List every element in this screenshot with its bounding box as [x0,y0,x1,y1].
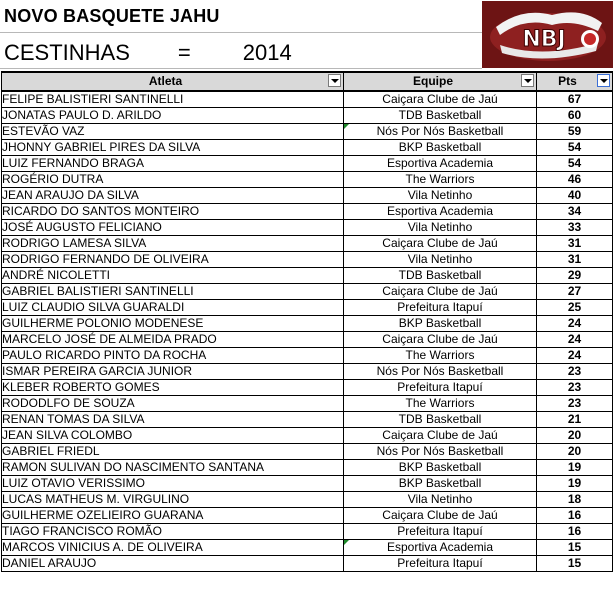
table-row [2,508,613,524]
cell-equipe[interactable] [344,236,537,252]
cell-equipe[interactable] [344,284,537,300]
cell-atleta-text: LUIZ CLAUDIO SILVA GUARALDI [2,300,185,314]
cell-equipe[interactable] [344,188,537,204]
cell-atleta-text: RODODLFO DE SOUZA [2,396,135,410]
cell-pts-text: 34 [567,204,582,218]
cell-atleta-text: RODRIGO FERNANDO DE OLIVEIRA [2,252,209,266]
cell-pts-text: 20 [567,444,582,458]
table-row [2,124,613,140]
cell-pts-text: 23 [567,364,582,378]
cell-atleta-text: RENAN TOMAS DA SILVA [2,412,145,426]
table-row [2,204,613,220]
cell-equipe-text: Prefeitura Itapuí [397,380,483,394]
table-row [2,348,613,364]
cell-pts[interactable] [537,444,613,460]
cell-atleta-text: JHONNY GABRIEL PIRES DA SILVA [2,140,201,154]
cell-equipe[interactable] [344,172,537,188]
filter-dropdown-icon[interactable] [597,74,610,87]
cell-atleta-text: GABRIEL FRIEDL [2,444,100,458]
cell-atleta[interactable] [2,140,344,156]
cell-pts-text: 31 [567,236,582,250]
comment-marker-icon[interactable] [344,124,349,129]
col-header-pts-label: Pts [558,74,577,88]
cell-equipe[interactable] [344,316,537,332]
cell-atleta[interactable] [2,316,344,332]
cell-equipe-text: TDB Basketball [398,412,482,426]
cell-equipe-text: The Warriors [405,396,475,410]
cell-pts[interactable] [537,124,613,140]
cell-pts[interactable] [537,284,613,300]
cell-equipe-text: Esportiva Academia [386,156,494,170]
cell-equipe[interactable] [344,108,537,124]
cell-pts[interactable] [537,476,613,492]
cell-atleta-text: JOSÉ AUGUSTO FELICIANO [2,220,162,234]
cell-equipe[interactable] [344,508,537,524]
cell-atleta-text: GABRIEL BALISTIERI SANTINELLI [2,284,194,298]
cell-equipe[interactable] [344,332,537,348]
header-row [2,72,613,91]
cell-atleta[interactable] [2,524,344,540]
cell-atleta[interactable] [2,492,344,508]
cell-pts[interactable] [537,156,613,172]
cell-equipe-text: BKP Basketball [398,460,482,474]
cell-pts-text: 16 [567,508,582,522]
table-row [2,284,613,300]
sheet-subtitle [4,40,292,66]
cell-atleta-text: RICARDO DO SANTOS MONTEIRO [2,204,200,218]
table-row [2,172,613,188]
cell-atleta[interactable] [2,204,344,220]
table-row [2,428,613,444]
cell-pts-text: 46 [567,172,582,186]
cell-pts[interactable] [537,91,613,108]
cell-equipe-text: BKP Basketball [398,140,482,154]
cell-equipe[interactable] [344,428,537,444]
cell-equipe-text: Vila Netinho [407,252,473,266]
cell-atleta[interactable] [2,124,344,140]
cell-atleta[interactable] [2,91,344,108]
cell-pts[interactable] [537,316,613,332]
cell-pts[interactable] [537,492,613,508]
cell-pts-text: 15 [567,540,582,554]
cell-equipe-text: Caiçara Clube de Jaú [382,428,498,442]
cell-atleta-text: TIAGO FRANCISCO ROMÃO [2,524,163,538]
cell-equipe[interactable] [344,252,537,268]
cell-equipe-text: BKP Basketball [398,316,482,330]
col-header-equipe [344,72,537,91]
cell-atleta[interactable] [2,156,344,172]
cell-equipe-text: TDB Basketball [398,108,482,122]
cell-equipe-text: Caiçara Clube de Jaú [382,284,498,298]
table-row [2,444,613,460]
cell-atleta[interactable] [2,428,344,444]
cell-pts[interactable] [537,348,613,364]
cell-pts-text: 15 [567,556,582,570]
scorers-table [1,71,613,572]
cell-equipe[interactable] [344,524,537,540]
cell-atleta-text: PAULO RICARDO PINTO DA ROCHA [2,348,207,362]
cell-pts[interactable] [537,540,613,556]
hline-mid [0,68,482,69]
cell-pts[interactable] [537,396,613,412]
cell-pts-text: 20 [567,428,582,442]
subtitle-year: 2014 [242,40,292,65]
cell-atleta-text: GUILHERME POLONIO MODENESE [2,316,204,330]
cell-pts[interactable] [537,140,613,156]
cell-pts[interactable] [537,300,613,316]
cell-pts-text: 24 [567,316,582,330]
cell-pts-text: 24 [567,332,582,346]
cell-atleta[interactable] [2,460,344,476]
table-row [2,300,613,316]
cell-atleta-text: JEAN ARAUJO DA SILVA [2,188,139,202]
cell-atleta[interactable] [2,508,344,524]
subtitle-equals: = [177,40,191,65]
cell-equipe-text: Nós Por Nós Basketball [376,124,504,138]
cell-equipe[interactable] [344,156,537,172]
cell-atleta[interactable] [2,476,344,492]
logo-lettering: NBJ [522,27,566,52]
cell-atleta-text: JONATAS PAULO D. ARILDO [2,108,162,122]
cell-pts-text: 24 [567,348,582,362]
cell-pts[interactable] [537,236,613,252]
table-row [2,380,613,396]
cell-equipe[interactable] [344,460,537,476]
col-header-equipe-label: Equipe [412,74,453,88]
cell-equipe-text: Vila Netinho [407,492,473,506]
table-row [2,332,613,348]
table-row [2,156,613,172]
cell-atleta-text: MARCOS VINICIUS A. DE OLIVEIRA [2,540,203,554]
cell-equipe-text: The Warriors [405,172,475,186]
cell-pts[interactable] [537,220,613,236]
cell-atleta[interactable] [2,300,344,316]
cell-atleta-text: RAMON SULIVAN DO NASCIMENTO SANTANA [2,460,265,474]
table-row [2,364,613,380]
table-row [2,316,613,332]
cell-atleta[interactable] [2,332,344,348]
cell-atleta[interactable] [2,108,344,124]
cell-pts[interactable] [537,252,613,268]
cell-atleta-text: GUILHERME OZELIEIRO GUARANA [2,508,204,522]
cell-equipe[interactable] [344,556,537,572]
cell-atleta[interactable] [2,380,344,396]
table-row [2,476,613,492]
cell-pts-text: 59 [567,124,582,138]
cell-atleta[interactable] [2,188,344,204]
cell-atleta[interactable] [2,396,344,412]
cell-equipe-text: Vila Netinho [407,220,473,234]
cell-equipe-text: Caiçara Clube de Jaú [382,332,498,346]
cell-pts[interactable] [537,556,613,572]
table-row [2,460,613,476]
cell-pts[interactable] [537,364,613,380]
cell-pts-text: 60 [567,108,582,122]
nbj-logo [482,1,613,68]
cell-pts-text: 40 [567,188,582,202]
cell-equipe[interactable] [344,492,537,508]
cell-pts-text: 23 [567,396,582,410]
cell-atleta-text: LUCAS MATHEUS M. VIRGULINO [2,492,190,506]
cell-equipe[interactable] [344,124,537,140]
table-row [2,524,613,540]
table-row [2,188,613,204]
cell-pts-text: 19 [567,476,582,490]
nbj-logo-icon [482,1,613,68]
table-row [2,556,613,572]
cell-equipe-text: Nós Por Nós Basketball [376,444,504,458]
col-header-atleta [2,72,344,91]
cell-atleta[interactable] [2,236,344,252]
cell-pts[interactable] [537,508,613,524]
cell-pts-text: 31 [567,252,582,266]
cell-equipe[interactable] [344,348,537,364]
cell-equipe-text: Prefeitura Itapuí [397,556,483,570]
cell-pts[interactable] [537,460,613,476]
cell-equipe[interactable] [344,140,537,156]
sheet-title: NOVO BASQUETE JAHU [4,6,220,26]
filter-dropdown-icon[interactable] [521,74,534,87]
table-row [2,220,613,236]
cell-equipe[interactable] [344,204,537,220]
cell-pts[interactable] [537,380,613,396]
cell-pts-text: 18 [567,492,582,506]
cell-atleta[interactable] [2,284,344,300]
cell-atleta-text: ESTEVÃO VAZ [2,124,85,138]
cell-pts-text: 54 [567,140,582,154]
cell-equipe-text: BKP Basketball [398,476,482,490]
cell-equipe[interactable] [344,220,537,236]
hline-top [0,32,482,33]
col-header-pts [537,72,613,91]
cell-atleta-text: JEAN SILVA COLOMBO [2,428,133,442]
cell-equipe-text: Caiçara Clube de Jaú [382,236,498,250]
cell-atleta[interactable] [2,252,344,268]
cell-pts[interactable] [537,204,613,220]
comment-marker-icon[interactable] [344,540,349,545]
cell-pts[interactable] [537,428,613,444]
cell-equipe[interactable] [344,412,537,428]
cell-pts[interactable] [537,108,613,124]
cell-atleta[interactable] [2,540,344,556]
cell-equipe-text: Esportiva Academia [386,540,494,554]
cell-equipe[interactable] [344,300,537,316]
cell-atleta[interactable] [2,348,344,364]
subtitle-label: CESTINHAS [4,40,130,65]
table-row [2,268,613,284]
cell-equipe-text: Caiçara Clube de Jaú [382,92,498,106]
cell-atleta[interactable] [2,444,344,460]
cell-atleta[interactable] [2,556,344,572]
cell-atleta-text: LUIZ FERNANDO BRAGA [2,156,145,170]
cell-pts[interactable] [537,332,613,348]
cell-pts-text: 67 [567,92,582,106]
cell-pts-text: 19 [567,460,582,474]
cell-pts[interactable] [537,412,613,428]
table-row [2,396,613,412]
table-row [2,412,613,428]
cell-equipe[interactable] [344,380,537,396]
cell-pts[interactable] [537,172,613,188]
cell-atleta-text: ROGÉRIO DUTRA [2,172,104,186]
cell-atleta[interactable] [2,172,344,188]
cell-atleta[interactable] [2,268,344,284]
cell-atleta-text: MARCELO JOSÉ DE ALMEIDA PRADO [2,332,217,346]
cell-equipe-text: Vila Netinho [407,188,473,202]
cell-atleta[interactable] [2,412,344,428]
cell-atleta-text: ANDRÉ NICOLETTI [2,268,111,282]
cell-atleta-text: LUIZ OTAVIO VERISSIMO [2,476,145,490]
cell-atleta-text: ISMAR PEREIRA GARCIA JUNIOR [2,364,193,378]
cell-pts-text: 33 [567,220,582,234]
cell-pts-text: 54 [567,156,582,170]
cell-equipe[interactable] [344,540,537,556]
col-header-atleta-label: Atleta [148,74,183,88]
cell-equipe[interactable] [344,268,537,284]
cell-pts-text: 29 [567,268,582,282]
cell-equipe-text: TDB Basketball [398,268,482,282]
table-row [2,140,613,156]
cell-pts-text: 23 [567,380,582,394]
cell-equipe[interactable] [344,396,537,412]
cell-equipe-text: Esportiva Academia [386,204,494,218]
cell-pts-text: 25 [567,300,582,314]
cell-atleta-text: FELIPE BALISTIERI SANTINELLI [2,92,184,106]
cell-atleta-text: RODRIGO LAMESA SILVA [2,236,147,250]
cell-equipe-text: Prefeitura Itapuí [397,300,483,314]
table-row [2,252,613,268]
table-row [2,236,613,252]
cell-equipe[interactable] [344,91,537,108]
table-row [2,108,613,124]
cell-pts-text: 27 [567,284,582,298]
filter-dropdown-icon[interactable] [328,74,341,87]
cell-equipe-text: Caiçara Clube de Jaú [382,508,498,522]
cell-equipe[interactable] [344,364,537,380]
cell-pts[interactable] [537,188,613,204]
cell-equipe[interactable] [344,444,537,460]
table-row [2,492,613,508]
cell-atleta-text: KLEBER ROBERTO GOMES [2,380,160,394]
cell-atleta[interactable] [2,220,344,236]
cell-atleta-text: DANIEL ARAUJO [2,556,97,570]
cell-pts[interactable] [537,524,613,540]
cell-equipe-text: The Warriors [405,348,475,362]
cell-pts-text: 21 [567,412,582,426]
cell-atleta[interactable] [2,364,344,380]
table-row [2,540,613,556]
cell-equipe[interactable] [344,476,537,492]
cell-equipe-text: Nós Por Nós Basketball [376,364,504,378]
cell-pts[interactable] [537,268,613,284]
table-row [2,91,613,108]
cell-pts-text: 16 [567,524,582,538]
cell-equipe-text: Prefeitura Itapuí [397,524,483,538]
